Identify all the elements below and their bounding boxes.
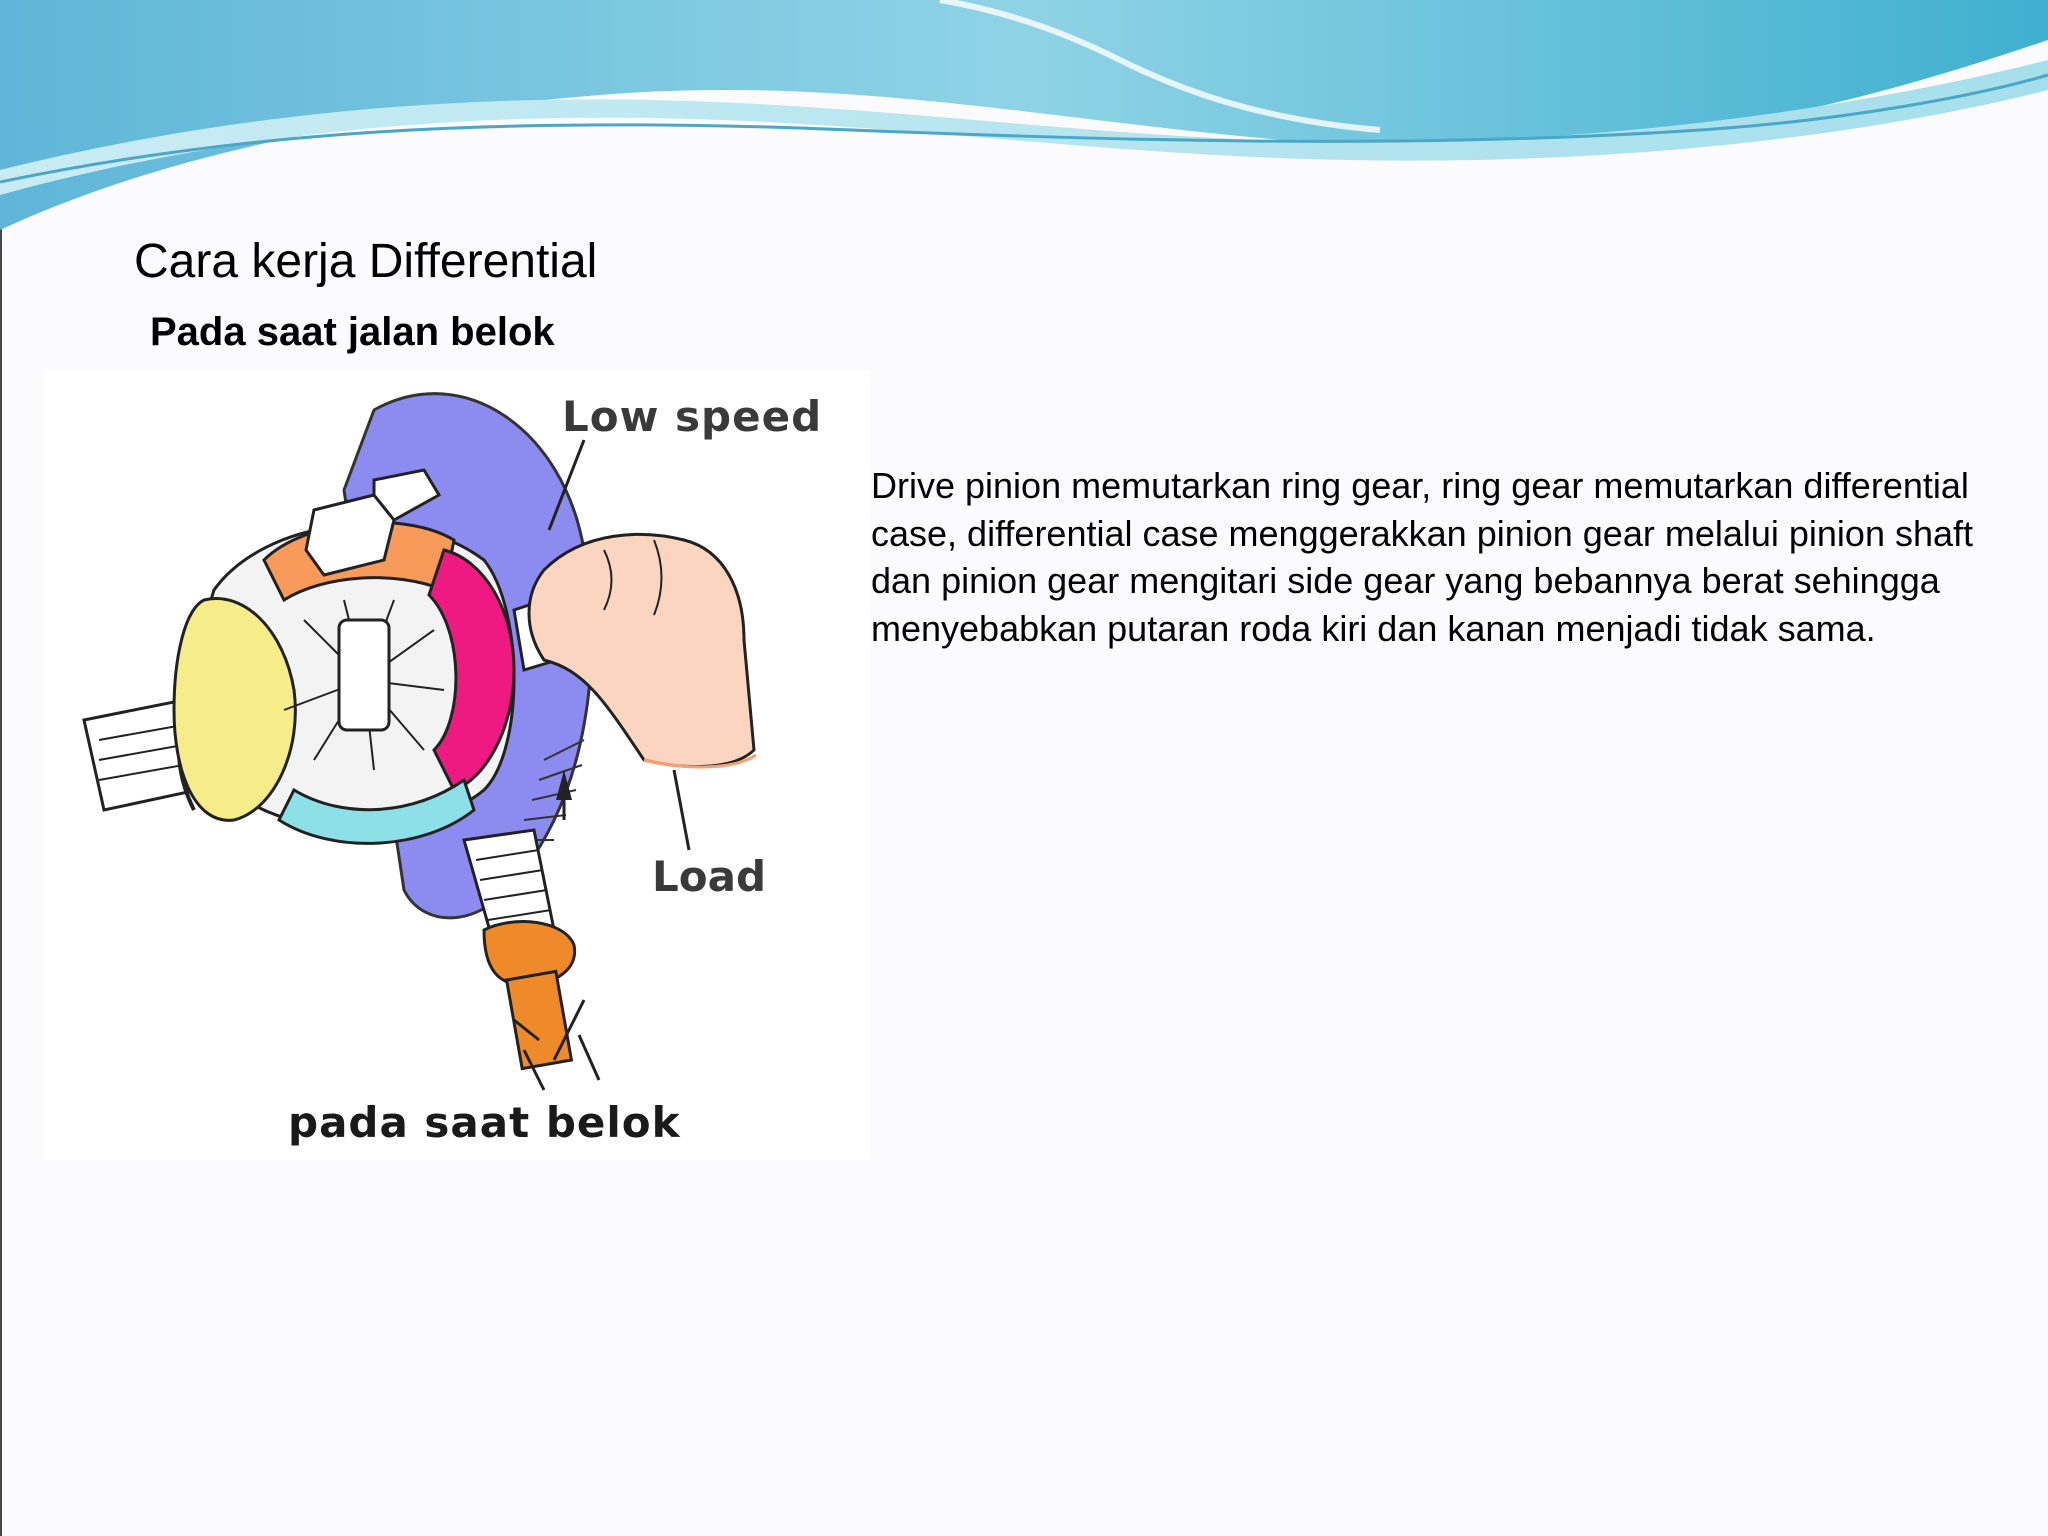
figure-caption: pada saat belok [288, 1098, 681, 1147]
load-label: Load [652, 852, 767, 901]
pinion-shaft [339, 620, 389, 730]
description-paragraph: Drive pinion memutarkan ring gear, ring gear memutarkan differential case, differential case menggerakkan pinion gear melalui pinion shaft dan pinion gear mengitari side gear yang bebannya berat sehingga menyebabkan putaran roda kiri dan kanan menjadi tidak sama. [871, 465, 1974, 649]
load-pointer [674, 770, 689, 850]
slide-subtitle: Pada saat jalan belok [150, 310, 555, 354]
low-speed-label: Low speed [562, 392, 823, 441]
differential-illustration [44, 370, 870, 1160]
slide-title: Cara kerja Differential [134, 235, 598, 288]
differential-drawing [44, 370, 870, 1160]
header-wave-decoration [0, 0, 2048, 240]
drive-pinion [464, 830, 599, 1090]
